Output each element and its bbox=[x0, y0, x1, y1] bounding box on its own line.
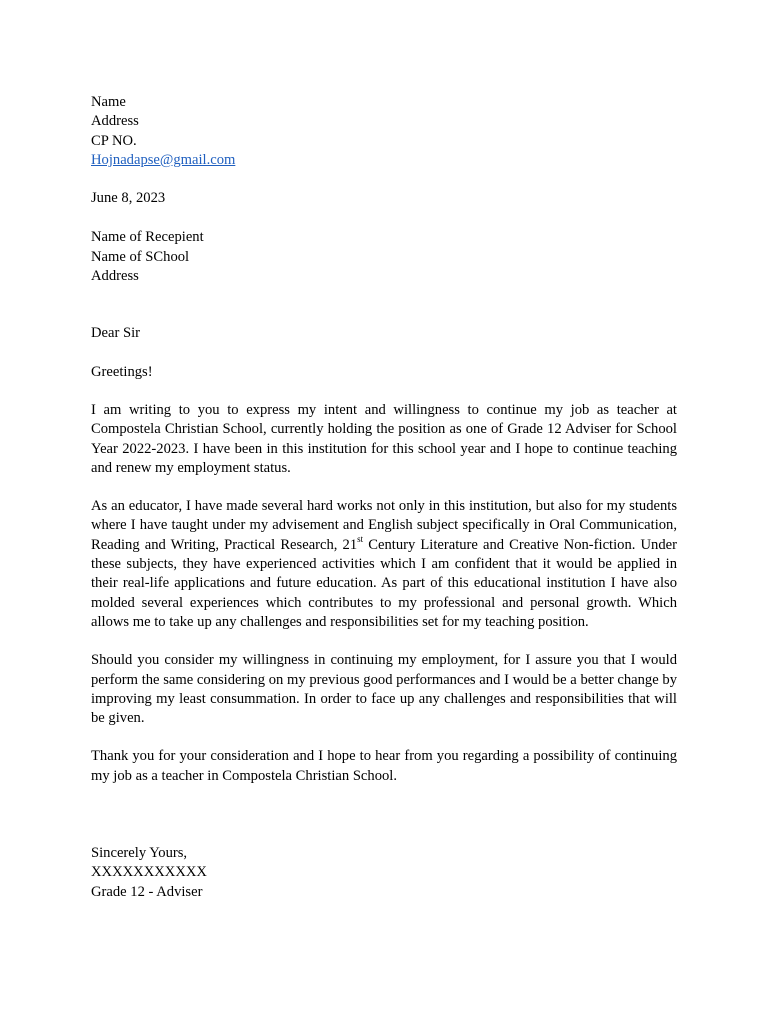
recipient-name: Name of Recepient bbox=[91, 229, 204, 246]
signature-name: XXXXXXXXXXX bbox=[91, 864, 207, 881]
sender-cp-no: CP NO. bbox=[91, 132, 137, 149]
recipient-block bbox=[91, 228, 677, 286]
sender-block bbox=[91, 93, 677, 170]
paragraph-experience bbox=[91, 497, 677, 632]
paragraph-intent: I am writing to you to express my intent and willingness to continue my job as teacher at Compostela Christian School, currently holding the position as one of Grade 12 Adviser for School Year 2022-2023. I have been in this institution for this school year and I hope to continue teaching and renew my employment status. bbox=[91, 401, 677, 476]
signature-position: Grade 12 - Adviser bbox=[91, 883, 203, 900]
ordinal-superscript: st bbox=[357, 533, 364, 544]
closing-block bbox=[91, 844, 677, 902]
letter-body bbox=[91, 93, 677, 902]
sender-address: Address bbox=[91, 113, 139, 130]
paragraph-experience-part1: As an educator, I have made several hard works not only in this institution, but also for my students where I have taught under my advisement and English subject specifically in Oral Communication, Reading and Writing, Practical Research, 21 bbox=[91, 498, 677, 553]
recipient-school: Name of SChool bbox=[91, 248, 190, 265]
complimentary-close: Sincerely Yours, bbox=[91, 845, 188, 862]
sender-email-link[interactable]: Hojnadapse@gmail.com bbox=[91, 151, 236, 168]
greeting: Greetings! bbox=[91, 363, 153, 380]
recipient-address: Address bbox=[91, 268, 139, 285]
paragraph-experience-part2: Century Literature and Creative Non-fiction. Under these subjects, they have experienced activities which I am confident that it would be applied in their real-life applications and future education. As part of this educational institution I have also molded several experiences which contributes to my professional and personal growth. Which allows me to take up any challenges and responsibilities set for my teaching position. bbox=[91, 536, 677, 630]
letter-date: June 8, 2023 bbox=[91, 190, 166, 207]
paragraph-consideration: Should you consider my willingness in continuing my employment, for I assure you that I would perform the same considering on my previous good performances and I would be a better change by improving my least consummation. In order to face up any challenges and responsibilities that will be given. bbox=[91, 652, 677, 727]
salutation: Dear Sir bbox=[91, 325, 141, 342]
paragraph-thanks: Thank you for your consideration and I hope to hear from you regarding a possibility of continuing my job as a teacher in Compostela Christian School. bbox=[91, 748, 677, 784]
sender-name: Name bbox=[91, 94, 126, 110]
